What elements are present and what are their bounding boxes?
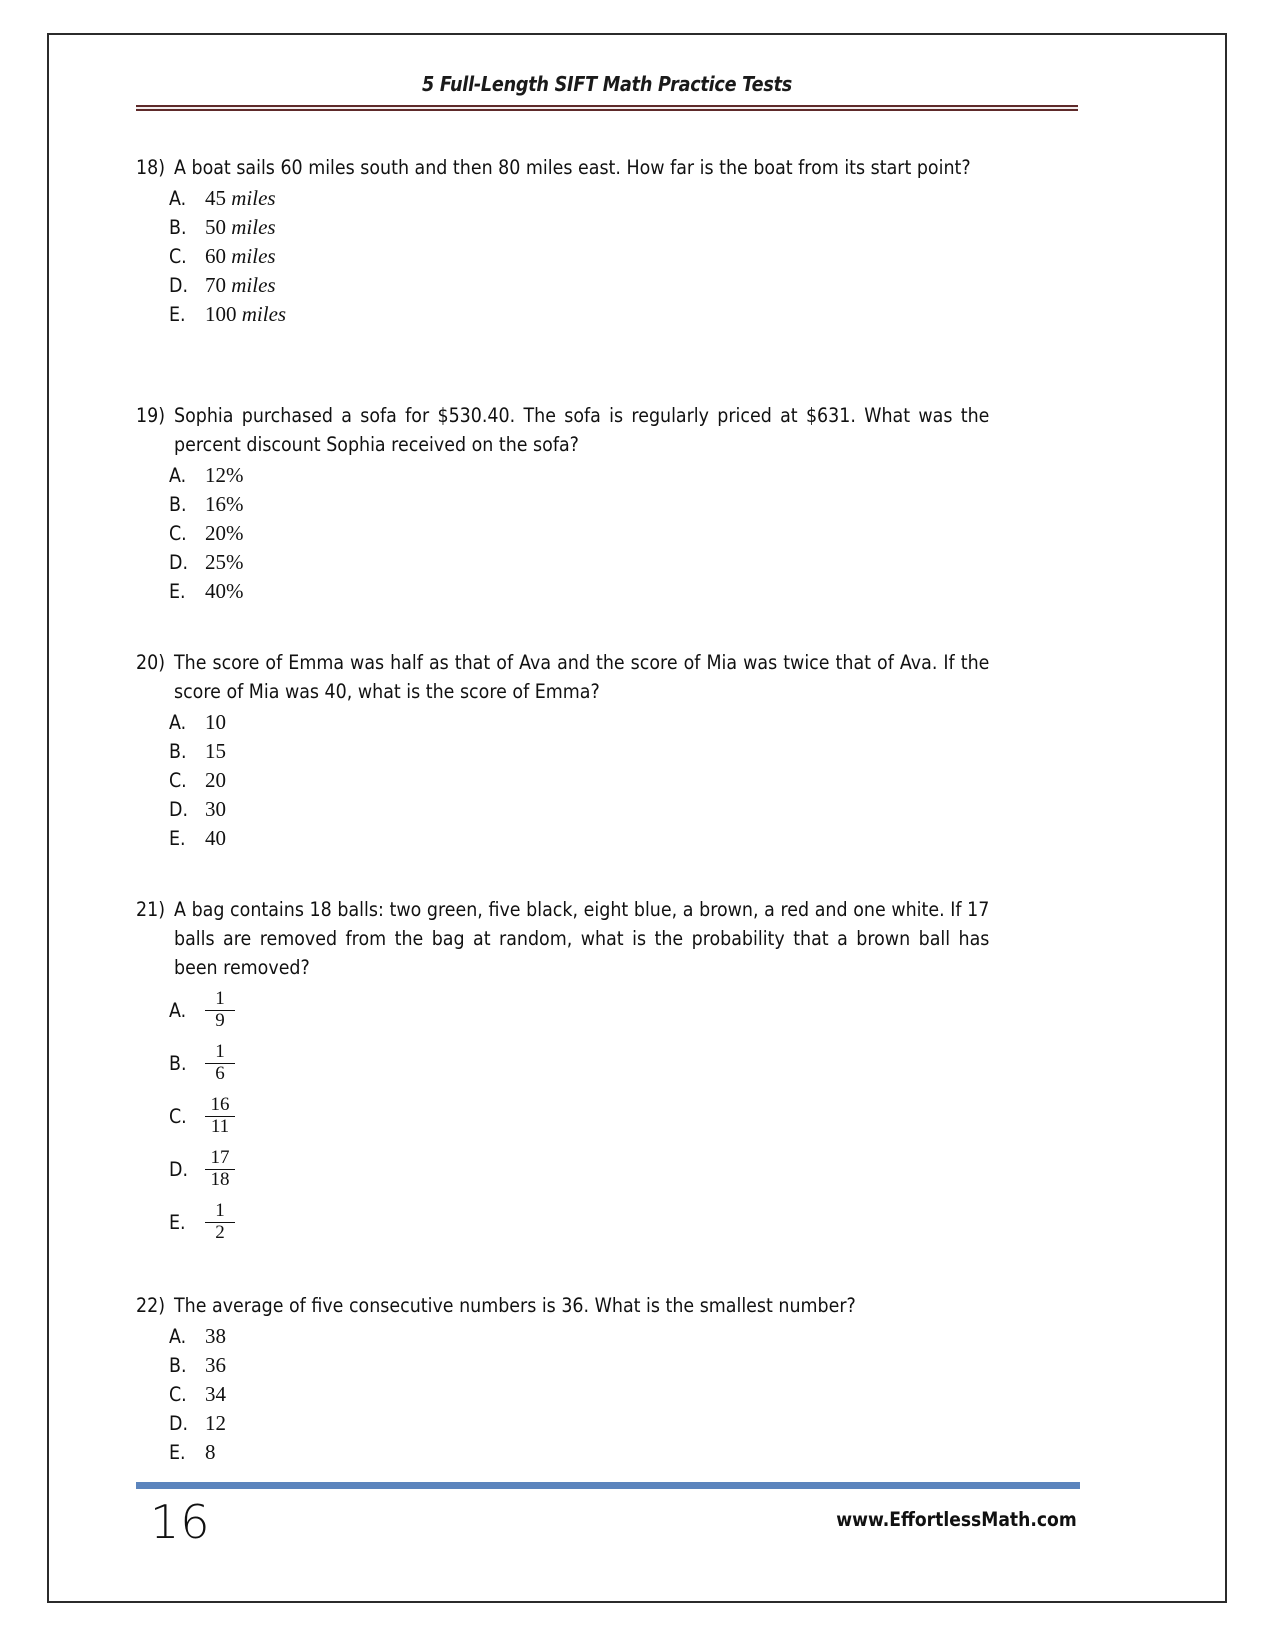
question-20: [136, 648, 1080, 853]
answer-option[interactable]: [169, 519, 1080, 548]
option-letter: E.: [169, 580, 186, 603]
fraction-numerator: 17: [210, 1147, 230, 1169]
question-prompt: [136, 1291, 1080, 1320]
question-number: 21): [136, 898, 166, 921]
question-18: [136, 153, 1080, 329]
answer-option[interactable]: [169, 1380, 1080, 1409]
option-value: 16%: [205, 492, 244, 516]
fraction-denominator: 18: [205, 1169, 235, 1191]
option-fraction: [205, 1148, 235, 1190]
question-number: 19): [136, 404, 166, 427]
option-letter: C.: [169, 245, 187, 268]
fraction-denominator: 2: [205, 1222, 235, 1244]
option-letter: B.: [169, 493, 187, 516]
answer-option[interactable]: [169, 737, 1080, 766]
website-link[interactable]: www.EffortlessMath.com: [836, 1507, 1077, 1531]
answer-option[interactable]: [169, 1438, 1080, 1467]
page-footer: [136, 1482, 1080, 1549]
answer-option[interactable]: [169, 1351, 1080, 1380]
option-letter: E.: [169, 303, 186, 326]
option-value: 40%: [205, 579, 244, 603]
option-letter: A.: [169, 711, 187, 734]
option-value: 25%: [205, 550, 244, 574]
question-text: The average of five consecutive numbers is 36. What is the smallest number?: [174, 1294, 856, 1317]
option-letter: A.: [169, 464, 187, 487]
option-value: 20: [205, 768, 226, 792]
question-number: 22): [136, 1294, 166, 1317]
option-value: 100 miles: [205, 302, 287, 326]
answer-option[interactable]: [169, 766, 1080, 795]
answer-option[interactable]: [169, 184, 1080, 213]
question-text: A bag contains 18 balls: two green, five black, eight blue, a brown, a red and one white. If 17 balls are removed from the bag at random, what is the probability that a brown ball has been removed?: [174, 898, 990, 979]
option-value: 20%: [205, 521, 244, 545]
answer-options: [136, 1322, 1080, 1467]
document-page: [47, 33, 1227, 1603]
option-letter: D.: [169, 1412, 188, 1435]
option-value: 36: [205, 1353, 226, 1377]
question-prompt: [136, 895, 1080, 982]
option-letter: B.: [169, 1354, 187, 1377]
fraction-denominator: 6: [205, 1063, 235, 1085]
answer-option[interactable]: [169, 271, 1080, 300]
option-letter: E.: [169, 827, 186, 850]
answer-option[interactable]: [169, 795, 1080, 824]
answer-option[interactable]: [169, 1409, 1080, 1438]
answer-option[interactable]: [169, 213, 1080, 242]
spacer: [136, 1249, 1080, 1291]
option-letter: B.: [169, 740, 187, 763]
questions-container: [136, 153, 1080, 1467]
footer-divider: [136, 1482, 1080, 1489]
option-value: 12%: [205, 463, 244, 487]
answer-option[interactable]: [169, 300, 1080, 329]
answer-option[interactable]: [169, 577, 1080, 606]
option-letter: C.: [169, 1105, 187, 1128]
question-19: [136, 401, 1080, 606]
option-letter: E.: [169, 1441, 186, 1464]
option-letter: C.: [169, 769, 187, 792]
option-value: 15: [205, 739, 226, 763]
option-value: 8: [205, 1440, 216, 1464]
answer-options: [136, 461, 1080, 606]
question-prompt: [136, 153, 1080, 182]
option-letter: D.: [169, 551, 188, 574]
question-text: A boat sails 60 miles south and then 80 miles east. How far is the boat from its start point?: [174, 156, 971, 179]
answer-option[interactable]: [169, 242, 1080, 271]
option-letter: B.: [169, 1052, 187, 1075]
answer-option[interactable]: [169, 1090, 1080, 1143]
option-letter: A.: [169, 999, 187, 1022]
option-letter: C.: [169, 1383, 187, 1406]
fraction-denominator: 9: [205, 1010, 235, 1032]
question-21: [136, 895, 1080, 1249]
fraction-numerator: 1: [215, 1041, 225, 1063]
question-22: [136, 1291, 1080, 1467]
answer-options: [136, 184, 1080, 329]
option-letter: D.: [169, 1158, 188, 1181]
option-value: 12: [205, 1411, 226, 1435]
header-divider: [136, 105, 1078, 111]
option-letter: D.: [169, 274, 188, 297]
answer-option[interactable]: [169, 461, 1080, 490]
fraction-numerator: 16: [210, 1094, 230, 1116]
spacer: [136, 329, 1080, 401]
option-letter: C.: [169, 522, 187, 545]
option-letter: A.: [169, 1325, 187, 1348]
answer-options: [136, 984, 1080, 1249]
option-value: 34: [205, 1382, 226, 1406]
option-fraction: [205, 1042, 235, 1084]
spacer: [136, 606, 1080, 648]
option-fraction: [205, 1095, 235, 1137]
option-value: 38: [205, 1324, 226, 1348]
spacer: [136, 853, 1080, 895]
answer-option[interactable]: [169, 490, 1080, 519]
question-number: 18): [136, 156, 166, 179]
fraction-numerator: 1: [215, 988, 225, 1010]
page-header: [136, 72, 1078, 111]
answer-options: [136, 708, 1080, 853]
page-number: 16: [150, 1495, 211, 1549]
option-value: 10: [205, 710, 226, 734]
answer-option[interactable]: [169, 984, 1080, 1037]
option-value: 40: [205, 826, 226, 850]
header-title: 5 Full-Length SIFT Math Practice Tests: [422, 72, 792, 96]
fraction-numerator: 1: [215, 1200, 225, 1222]
answer-option[interactable]: [169, 1143, 1080, 1196]
question-prompt: [136, 401, 1080, 459]
option-letter: D.: [169, 798, 188, 821]
option-letter: B.: [169, 216, 187, 239]
option-letter: E.: [169, 1211, 186, 1234]
question-text: The score of Emma was half as that of Ava and the score of Mia was twice that of Ava. If the score of Mia was 40, what is the score of Emma?: [174, 651, 990, 703]
option-value: 50 miles: [205, 215, 276, 239]
answer-option[interactable]: [169, 824, 1080, 853]
answer-option[interactable]: [169, 1037, 1080, 1090]
option-fraction: [205, 1201, 235, 1243]
option-letter: A.: [169, 187, 187, 210]
option-value: 60 miles: [205, 244, 276, 268]
answer-option[interactable]: [169, 548, 1080, 577]
option-value: 45 miles: [205, 186, 276, 210]
option-value: 70 miles: [205, 273, 276, 297]
question-text: Sophia purchased a sofa for $530.40. The sofa is regularly priced at $631. What was the percent discount Sophia received on the sofa?: [174, 404, 990, 456]
answer-option[interactable]: [169, 1322, 1080, 1351]
option-fraction: [205, 989, 235, 1031]
question-number: 20): [136, 651, 166, 674]
answer-option[interactable]: [169, 1196, 1080, 1249]
option-value: 30: [205, 797, 226, 821]
fraction-denominator: 11: [205, 1116, 235, 1138]
question-prompt: [136, 648, 1080, 706]
answer-option[interactable]: [169, 708, 1080, 737]
